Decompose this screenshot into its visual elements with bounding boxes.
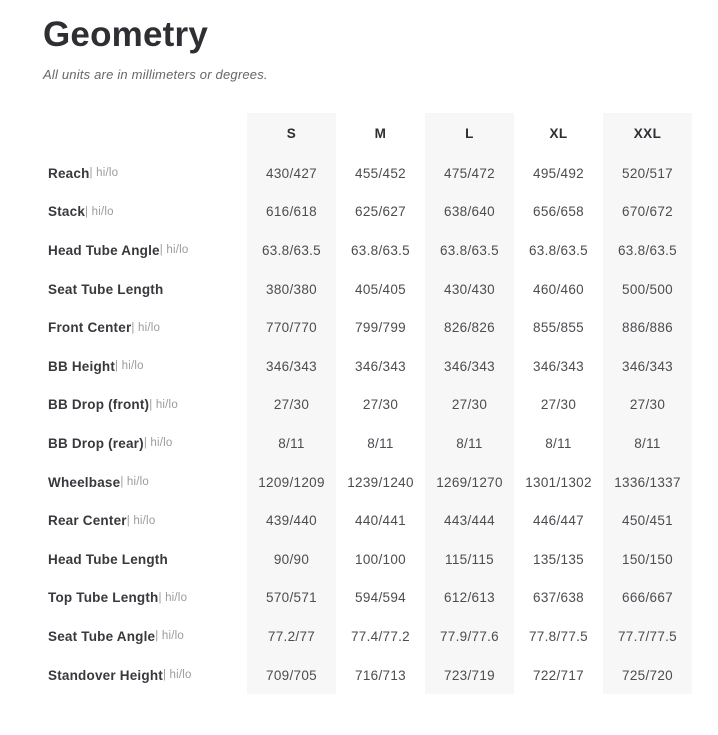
geometry-value-cell: 77.2/77 [247, 617, 336, 656]
row-label-cell [43, 617, 247, 656]
geometry-value-cell: 27/30 [540, 397, 577, 413]
geometry-value-cell: 100/100 [355, 551, 406, 567]
row-label-cell [43, 193, 247, 232]
geometry-value-cell: 405/405 [355, 281, 406, 297]
geometry-value-cell: 616/618 [247, 193, 336, 232]
geometry-value-cell: 799/799 [355, 320, 406, 336]
geometry-value-cell: 855/855 [533, 320, 584, 336]
geometry-value-cell: 430/430 [425, 270, 514, 309]
geometry-value-cell: 446/447 [533, 513, 584, 529]
geometry-value-cell: 826/826 [425, 308, 514, 347]
geometry-value-cell: 77.8/77.5 [528, 628, 588, 644]
geometry-value-cell: 625/627 [355, 204, 406, 220]
geometry-value-cell: 346/343 [355, 358, 406, 374]
geometry-value-cell: 8/11 [425, 424, 514, 463]
geometry-value-cell: 722/717 [533, 667, 584, 683]
row-label-cell [43, 386, 247, 425]
table-row [43, 193, 692, 232]
geometry-value-cell: 443/444 [425, 501, 514, 540]
table-row [43, 347, 692, 386]
table-row [43, 463, 692, 502]
geometry-table [43, 113, 692, 694]
row-label-cell [43, 308, 247, 347]
row-label-cell [43, 540, 247, 579]
geometry-value-cell: 570/571 [247, 579, 336, 618]
geometry-value-cell: 90/90 [247, 540, 336, 579]
geometry-value-cell: 430/427 [247, 154, 336, 193]
row-label-cell [43, 270, 247, 309]
hi-lo-tag: | hi/lo [159, 244, 189, 257]
row-label-cell [43, 347, 247, 386]
row-label: Standover Height [48, 667, 163, 683]
geometry-value-cell: 346/343 [425, 347, 514, 386]
geometry-value-cell: 612/613 [425, 579, 514, 618]
hi-lo-tag: | hi/lo [158, 591, 188, 604]
size-column-header-xl: XL [549, 126, 568, 141]
geometry-value-cell: 63.8/63.5 [350, 242, 410, 258]
geometry-value-cell: 27/30 [362, 397, 399, 413]
page-title: Geometry [43, 15, 208, 54]
row-label-cell [43, 231, 247, 270]
geometry-value-cell: 440/441 [355, 513, 406, 529]
row-label: BB Drop (rear) [48, 435, 144, 451]
geometry-value-cell: 594/594 [355, 590, 406, 606]
geometry-value-cell: 77.7/77.5 [603, 617, 692, 656]
row-label-cell [43, 501, 247, 540]
hi-lo-tag: | hi/lo [162, 669, 192, 682]
table-row [43, 501, 692, 540]
hi-lo-tag: | hi/lo [143, 437, 173, 450]
geometry-value-cell: 77.4/77.2 [350, 628, 410, 644]
row-label-cell [43, 579, 247, 618]
hi-lo-tag: | hi/lo [115, 360, 144, 373]
geometry-value-cell: 63.8/63.5 [528, 242, 588, 258]
row-label: BB Drop (front) [48, 397, 150, 413]
row-label: Rear Center [48, 513, 127, 529]
geometry-value-cell: 380/380 [247, 270, 336, 309]
geometry-value-cell: 63.8/63.5 [603, 231, 692, 270]
table-row [43, 424, 692, 463]
geometry-value-cell: 670/672 [603, 193, 692, 232]
row-label: Front Center [48, 320, 132, 336]
row-label: Seat Tube Length [48, 281, 164, 297]
geometry-value-cell: 63.8/63.5 [425, 231, 514, 270]
hi-lo-tag: | hi/lo [120, 476, 150, 489]
geometry-value-cell: 770/770 [247, 308, 336, 347]
hi-lo-tag: | hi/lo [131, 321, 161, 334]
geometry-value-cell: 115/115 [425, 540, 514, 579]
row-label-cell [43, 424, 247, 463]
geometry-value-cell: 709/705 [247, 656, 336, 695]
geometry-value-cell: 495/492 [533, 165, 584, 181]
geometry-value-cell: 27/30 [247, 386, 336, 425]
row-label: BB Height [48, 358, 116, 374]
row-label: Head Tube Angle [48, 242, 160, 258]
table-row [43, 308, 692, 347]
geometry-value-cell: 450/451 [603, 501, 692, 540]
geometry-value-cell: 8/11 [545, 435, 572, 451]
geometry-value-cell: 1336/1337 [603, 463, 692, 502]
table-row [43, 231, 692, 270]
hi-lo-tag: | hi/lo [89, 167, 119, 180]
geometry-value-cell: 886/886 [603, 308, 692, 347]
geometry-value-cell: 1269/1270 [425, 463, 514, 502]
row-label-cell [43, 656, 247, 695]
size-column-header-m: M [374, 126, 387, 141]
table-row [43, 270, 692, 309]
geometry-value-cell: 439/440 [247, 501, 336, 540]
geometry-value-cell: 725/720 [603, 656, 692, 695]
size-column-header-xxl: XXL [603, 113, 692, 154]
geometry-value-cell: 460/460 [533, 281, 584, 297]
geometry-value-cell: 638/640 [425, 193, 514, 232]
row-label: Reach [48, 165, 90, 181]
geometry-value-cell: 135/135 [533, 551, 584, 567]
table-row [43, 579, 692, 618]
row-label: Seat Tube Angle [48, 628, 156, 644]
geometry-value-cell: 346/343 [603, 347, 692, 386]
row-label: Stack [48, 204, 86, 220]
table-row [43, 540, 692, 579]
geometry-value-cell: 346/343 [533, 358, 584, 374]
geometry-value-cell: 716/713 [355, 667, 406, 683]
geometry-value-cell: 637/638 [533, 590, 584, 606]
geometry-value-cell: 656/658 [533, 204, 584, 220]
row-label: Wheelbase [48, 474, 121, 490]
geometry-value-cell: 150/150 [603, 540, 692, 579]
geometry-value-cell: 77.9/77.6 [425, 617, 514, 656]
size-column-header-s: S [247, 113, 336, 154]
geometry-value-cell: 500/500 [603, 270, 692, 309]
geometry-value-cell: 723/719 [425, 656, 514, 695]
size-header-row [43, 113, 692, 154]
row-label-cell [43, 463, 247, 502]
geometry-value-cell: 8/11 [247, 424, 336, 463]
geometry-value-cell: 63.8/63.5 [247, 231, 336, 270]
geometry-value-cell: 520/517 [603, 154, 692, 193]
geometry-value-cell: 27/30 [425, 386, 514, 425]
size-column-header-l: L [425, 113, 514, 154]
table-row [43, 617, 692, 656]
page-subtitle: All units are in millimeters or degrees. [43, 67, 268, 82]
row-label-cell [43, 154, 247, 193]
row-label: Top Tube Length [48, 590, 159, 606]
header-spacer-cell [43, 113, 247, 154]
hi-lo-tag: | hi/lo [155, 630, 184, 643]
geometry-value-cell: 27/30 [603, 386, 692, 425]
geometry-value-cell: 1239/1240 [347, 474, 414, 490]
table-row [43, 656, 692, 695]
table-row [43, 386, 692, 425]
geometry-value-cell: 475/472 [425, 154, 514, 193]
geometry-value-cell: 666/667 [603, 579, 692, 618]
hi-lo-tag: | hi/lo [149, 398, 178, 411]
geometry-value-cell: 1209/1209 [247, 463, 336, 502]
table-row [43, 154, 692, 193]
geometry-value-cell: 346/343 [247, 347, 336, 386]
geometry-value-cell: 8/11 [603, 424, 692, 463]
row-label: Head Tube Length [48, 551, 168, 567]
hi-lo-tag: | hi/lo [126, 514, 156, 527]
geometry-value-cell: 455/452 [355, 165, 406, 181]
hi-lo-tag: | hi/lo [85, 205, 114, 218]
geometry-value-cell: 1301/1302 [525, 474, 592, 490]
geometry-value-cell: 8/11 [367, 435, 394, 451]
